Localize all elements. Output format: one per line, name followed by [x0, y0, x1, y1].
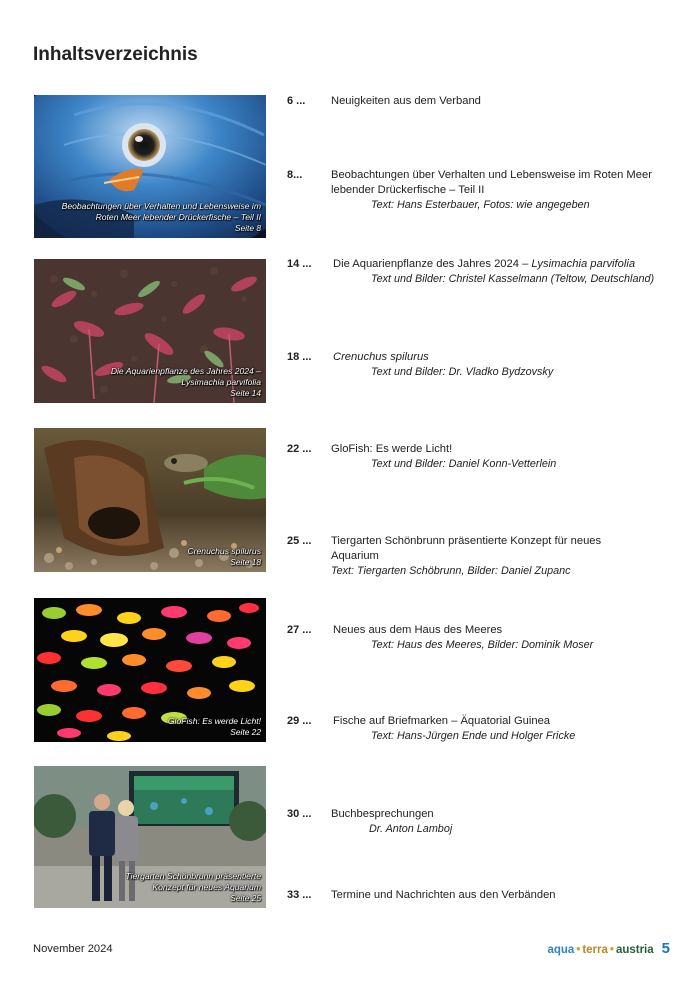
toc-credit: Text: Tiergarten Schöbrunn, Bilder: Daniel Zupanc: [331, 565, 571, 577]
toc-page-number: 22 ...: [287, 443, 312, 455]
page-number: 5: [661, 940, 670, 957]
toc-credit: Text: Hans Esterbauer, Fotos: wie angegeben: [371, 199, 590, 211]
photo-caption: Die Aquarienpflanze des Jahres 2024 – Lysimachia parvifolia Seite 14: [110, 366, 261, 398]
toc-page-number: 33 ...: [287, 889, 312, 901]
toc-credit: Text und Bilder: Daniel Konn-Vetterlein: [371, 458, 557, 470]
toc-credit: Text: Haus des Meeres, Bilder: Dominik Moser: [371, 639, 594, 651]
toc-title: Fische auf Briefmarken – Äquatorial Guinea: [333, 715, 551, 727]
issue-date: November 2024: [33, 943, 113, 955]
photo-crenuchus: [34, 428, 266, 572]
magazine-name-aqua: aqua: [547, 944, 575, 956]
toc-credit: Text: Hans-Jürgen Ende und Holger Fricke: [371, 730, 576, 742]
photo-lysimachia: [34, 259, 266, 403]
photo-caption: Tiergarten Schönbrunn präsentierte Konzept für neues Aquarium Seite 25: [125, 871, 261, 903]
toc-title: Neues aus dem Haus des Meeres: [333, 624, 503, 636]
page-title: Inhaltsverzeichnis: [33, 44, 198, 65]
toc-page-number: 18 ...: [287, 351, 312, 363]
toc-credit: Text und Bilder: Christel Kasselmann (Teltow, Deutschland): [371, 273, 655, 285]
toc-entry[interactable]: [287, 168, 667, 213]
photo-triggerfish: [34, 95, 266, 238]
magazine-name-terra: terra: [582, 944, 608, 956]
toc-credit: Text und Bilder: Dr. Vladko Bydzovsky: [371, 366, 554, 378]
toc-entry[interactable]: [287, 257, 667, 287]
toc-entry[interactable]: [287, 623, 667, 653]
toc-title: Neuigkeiten aus dem Verband: [331, 95, 481, 107]
toc-title: Beobachtungen über Verhalten und Lebensweise im Roten Meer lebender Drückerfische – Teil II: [331, 169, 652, 196]
toc-title: Tiergarten Schönbrunn präsentierte Konzept für neues Aquarium: [331, 535, 602, 562]
toc-page-number: 6 ...: [287, 95, 306, 107]
photo-glofish: [34, 598, 266, 742]
toc-page-number: 27 ...: [287, 624, 312, 636]
photo-caption: Beobachtungen über Verhalten und Lebensweise im Roten Meer lebender Drückerfische – Teil II Seite 8: [61, 201, 261, 233]
toc-entry[interactable]: [287, 534, 667, 579]
toc-entry[interactable]: [287, 888, 667, 903]
toc-entry[interactable]: [287, 442, 667, 472]
toc-title: GloFish: Es werde Licht!: [331, 443, 453, 455]
toc-page-number: 14 ...: [287, 258, 312, 270]
toc-title: Termine und Nachrichten aus den Verbänden: [331, 889, 556, 901]
magazine-footer: aqua • terra • austria 5: [547, 940, 670, 957]
toc-page-number: 25 ...: [287, 535, 312, 547]
photo-caption: GloFish: Es werde Licht! Seite 22: [167, 716, 261, 737]
photo-tiergarten: [34, 766, 266, 908]
toc-title: Buchbesprechungen: [331, 808, 434, 820]
toc-credit: Dr. Anton Lamboj: [369, 823, 453, 835]
photo-caption: Crenuchus spilurus Seite 18: [187, 546, 261, 567]
toc-title: Crenuchus spilurus: [333, 351, 429, 363]
toc-page-number: 8...: [287, 169, 303, 181]
magazine-name-austria: austria: [615, 944, 654, 956]
toc-entry[interactable]: [287, 94, 667, 109]
toc-entry[interactable]: [287, 714, 667, 744]
toc-page-number: 30 ...: [287, 808, 312, 820]
toc-entry[interactable]: [287, 350, 667, 380]
toc-title: Die Aquarienpflanze des Jahres 2024 – Lysimachia parvifolia: [333, 258, 636, 270]
toc-page-number: 29 ...: [287, 715, 312, 727]
toc-entry[interactable]: [287, 807, 667, 837]
